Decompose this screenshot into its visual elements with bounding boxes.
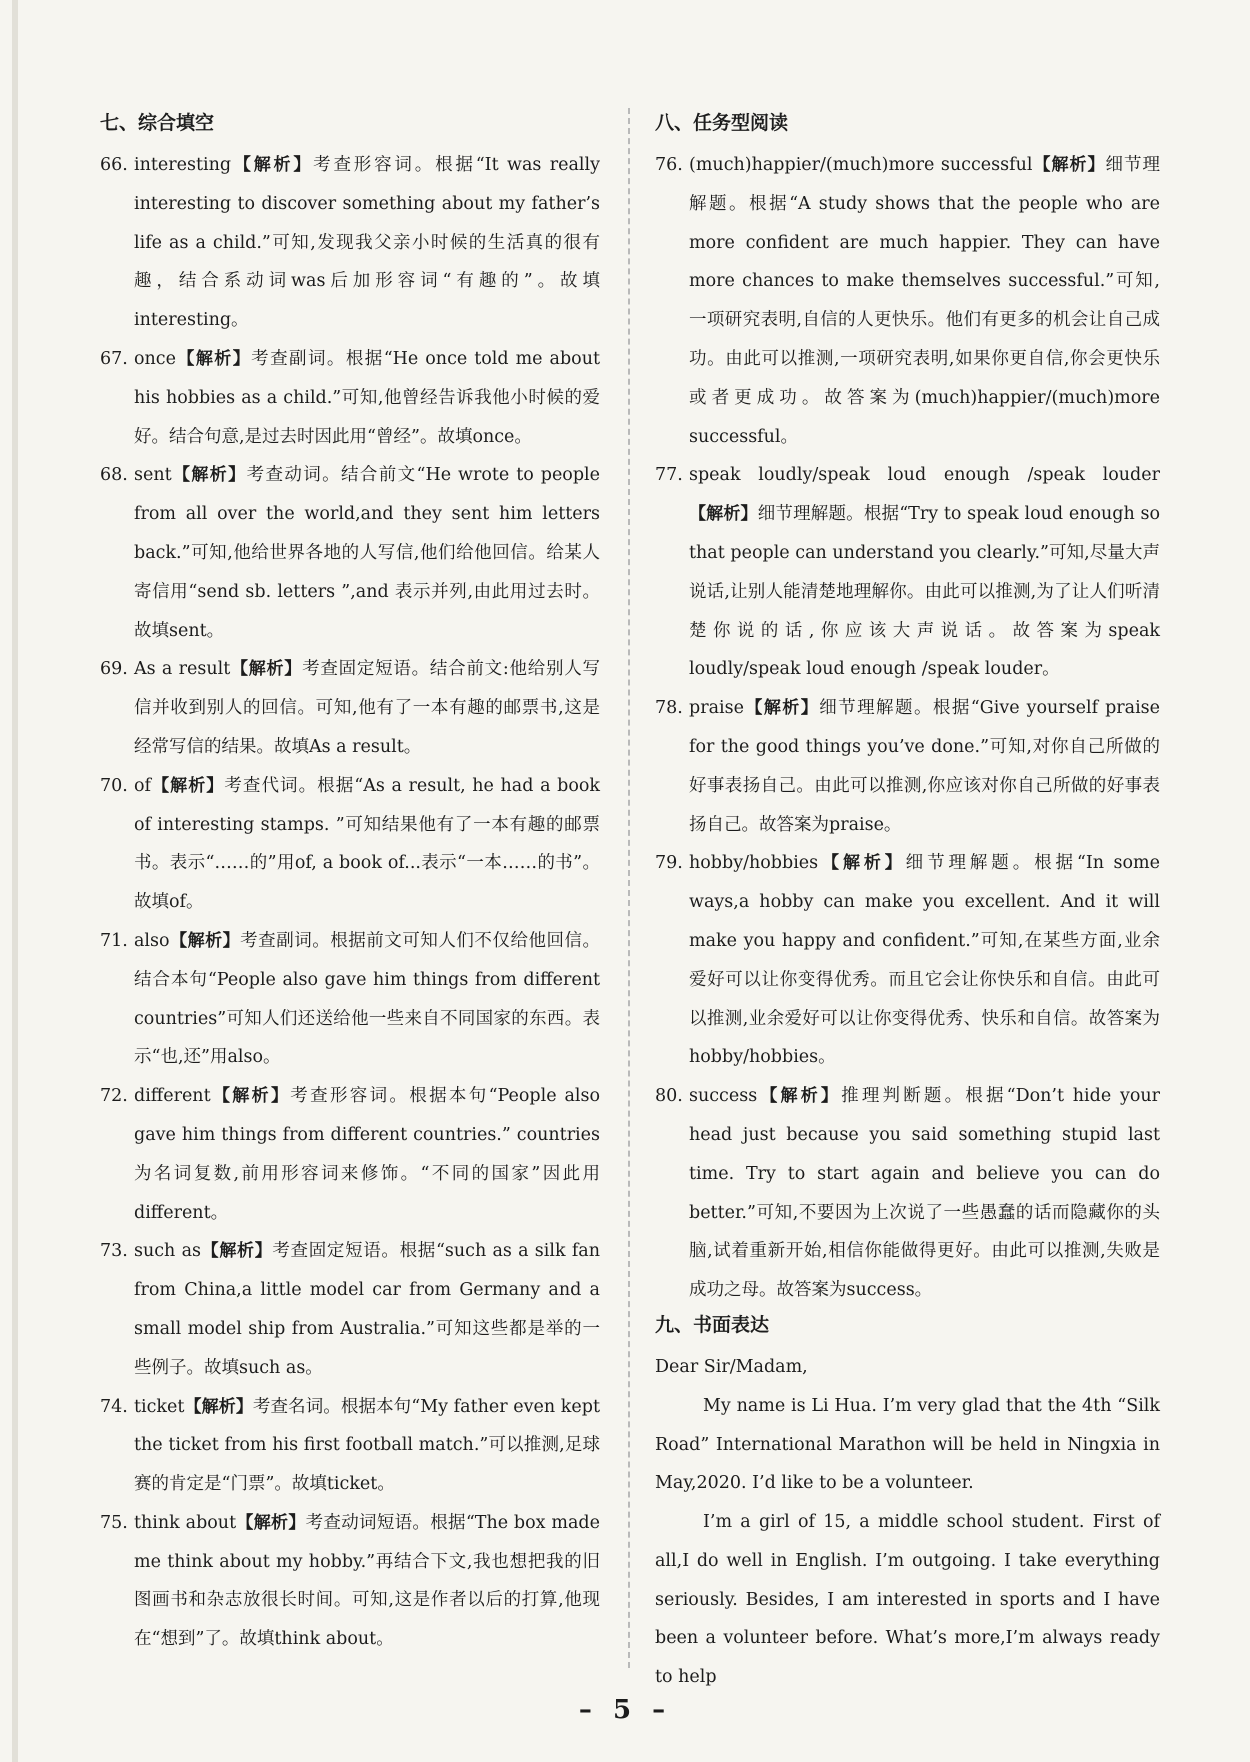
answer-item [100,340,600,456]
section-heading-writing: 九、书面表达 [655,1313,770,1336]
analysis-tag: 【解析】 [171,465,247,486]
answer-item [655,844,1160,1077]
answer-item [100,1504,600,1659]
answer-item [100,146,600,340]
analysis-tag: 【解析】 [1032,155,1106,175]
item-number: 78. [655,698,683,719]
item-explanation: 细节理解题。根据“Try to speak loud enough so that people can understand you clearly.”可知,尽量大声说话,让别人能清楚地理解你。由此可以推测,为了让人们听清楚你说的话,你应该大声说话。故答案为speak loudly/speak loud enough /speak louder。 [689,504,1161,680]
answer-item [100,1232,600,1387]
analysis-tag: 【解析】 [743,698,820,719]
left-column [100,110,600,1659]
item-number: 77. [655,465,683,486]
item-number: 69. [100,659,128,680]
letter-salutation: Dear Sir/Madam, [655,1356,808,1377]
analysis-tag: 【解析】 [184,1396,253,1417]
column-divider [628,108,630,1668]
item-explanation: 考查动词短语。根据“The box made me think about my hobby.”再结合下文,我也想把我的旧图画书和杂志放很长时间。可知,这是作者以后的打算,他现在“想到”了。故填think about。 [134,1512,600,1650]
answer-item [100,456,600,650]
answer-item [100,922,600,1077]
analysis-tag: 【解析】 [169,930,241,951]
answer-item [655,689,1160,844]
item-explanation: 考查形容词。根据本句“People also gave him things from different countries.” countries为名词复数,前用形容词来修饰。“不同的国家”因此用different。 [134,1086,601,1223]
item-explanation: 考查代词。根据“As a result, he had a book of interesting stamps. ”可知结果他有了一本有趣的邮票书。表示“……的”用of, a book of...表示“一本……的书”。故填of。 [134,775,601,913]
item-answer: speak loudly/speak loud enough /speak louder [689,465,1160,486]
answer-item [655,456,1160,689]
analysis-tag: 【解析】 [210,1086,291,1107]
item-explanation: 细节理解题。根据“A study shows that the people who are more confident are much happier. They can have more chances to make themselves successful.”可知,一项研究表明,自信的人更快乐。他们有更多的机会让自己成功。由此可以推测,一项研究表明,如果你更自信,你会更快乐或者更成功。故答案为(much)happier/(much)more successful。 [689,155,1160,447]
scan-edge [12,0,18,1762]
item-answer: different [134,1086,211,1107]
analysis-tag: 【解析】 [175,348,252,369]
item-answer: of [134,775,152,796]
item-explanation: 考查副词。根据前文可知人们不仅给他回信。结合本句“People also gave him things from different countries”可知人们还送给他一些来自不同国家的东西。表示“也,还”用also。 [134,930,601,1068]
item-answer: praise [689,698,744,719]
item-explanation: 考查副词。根据“He once told me about his hobbies as a child.”可知,他曾经告诉我他小时候的爱好。结合句意,是过去时因此用“曾经”。故填once。 [134,348,601,447]
item-number: 67. [100,348,128,369]
analysis-tag: 【解析】 [757,1086,842,1107]
item-number: 71. [100,930,128,951]
answer-item [655,1077,1160,1310]
analysis-tag: 【解析】 [151,775,225,796]
letter-paragraph-2: I’m a girl of 15, a middle school student. First of all,I do well in English. I’m outgoing. I take everything seriously. Besides, I am interested in sports and I have been a volunteer before. What’s more,I’m always ready to help [655,1512,1160,1688]
answer-item [655,146,1160,456]
analysis-tag: 【解析】 [200,1241,273,1262]
item-explanation: 考查动词。结合前文“He wrote to people from all over the world,and they sent him letters back.”可知,他给世界各地的人写信,他们给他回信。给某人寄信用“send sb. letters ”,and 表示并列,由此用过去时。故填sent。 [134,465,601,641]
item-answer: once [134,348,176,369]
item-answer: success [689,1086,758,1107]
answer-item [100,650,600,766]
right-item-list [655,146,1160,1310]
item-number: 66. [100,155,128,175]
item-explanation: 细节理解题。根据“Give yourself praise for the good things you’ve done.”可知,对你自己所做的好事表扬自己。由此可以推测,你应该对你自己所做的好事表扬自己。故答案为praise。 [689,698,1161,835]
item-number: 80. [655,1086,683,1107]
item-number: 73. [100,1241,128,1262]
answer-item [100,1388,600,1504]
item-answer: (much)happier/(much)more successful [689,155,1033,175]
section-heading-task-reading: 八、任务型阅读 [655,112,789,134]
item-answer: sent [134,465,172,486]
item-explanation: 推理判断题。根据“Don’t hide your head just because you said something stupid last time. Try to start again and believe you can do better.”可知,不要因为上次说了一些愚蠢的话而隐藏你的头脑,试着重新开始,相信你能做得更好。由此可以推测,失败是成功之母。故答案为success。 [689,1086,1160,1301]
analysis-tag: 【解析】 [236,1512,306,1533]
item-explanation: 细节理解题。根据“In some ways,a hobby can make you excellent. And it will make you happy and confident.”可知,在某些方面,业余爱好可以让你变得优秀。而且它会让你快乐和自信。由此可以推测,业余爱好可以让你变得优秀、快乐和自信。故答案为hobby/hobbies。 [689,853,1160,1068]
item-answer: also [134,930,170,951]
analysis-tag: 【解析】 [689,504,758,525]
answer-item [100,767,600,922]
right-column [655,110,1160,1697]
analysis-tag: 【解析】 [231,155,314,175]
item-explanation: 考查固定短语。根据“such as a silk fan from China,a little model car from Germany and a small model ship from Australia.”可知这些都是举的一些例子。故填such as。 [134,1241,601,1378]
item-explanation: 考查固定短语。结合前文:他给别人写信并收到别人的回信。可知,他有了一本有趣的邮票书,这是经常写信的结果。故填As a result。 [134,659,601,757]
item-number: 75. [100,1512,128,1533]
page-number: – 5 – [578,1695,672,1725]
analysis-tag: 【解析】 [230,659,303,680]
item-answer: As a result [134,659,231,680]
left-item-list [100,146,600,1659]
item-answer: think about [134,1512,237,1533]
answer-item [100,1077,600,1232]
item-answer: such as [134,1241,201,1262]
item-number: 74. [100,1396,128,1417]
section-heading-comprehensive-fill: 七、综合填空 [100,112,215,134]
item-answer: interesting [134,155,232,175]
item-number: 72. [100,1086,128,1107]
writing-sample [655,1348,1160,1697]
item-number: 68. [100,465,128,486]
letter-paragraph-1: My name is Li Hua. I’m very glad that the 4th “Silk Road” International Marathon will be held in Ningxia in May,2020. I’d like to be a volunteer. [655,1395,1160,1494]
item-answer: hobby/hobbies [689,853,819,874]
analysis-tag: 【解析】 [818,853,906,874]
item-explanation: 考查名词。根据本句“My father even kept the ticket from his first football match.”可以推测,足球赛的肯定是“门票”。故填ticket。 [134,1396,600,1495]
item-number: 79. [655,853,683,874]
item-explanation: 考查形容词。根据“It was really interesting to discover something about my father’s life as a child.”可知,发现我父亲小时候的生活真的很有趣，结合系动词was后加形容词“有趣的”。故填interesting。 [134,155,600,331]
item-number: 70. [100,775,128,796]
item-number: 76. [655,155,683,175]
item-answer: ticket [134,1396,185,1417]
